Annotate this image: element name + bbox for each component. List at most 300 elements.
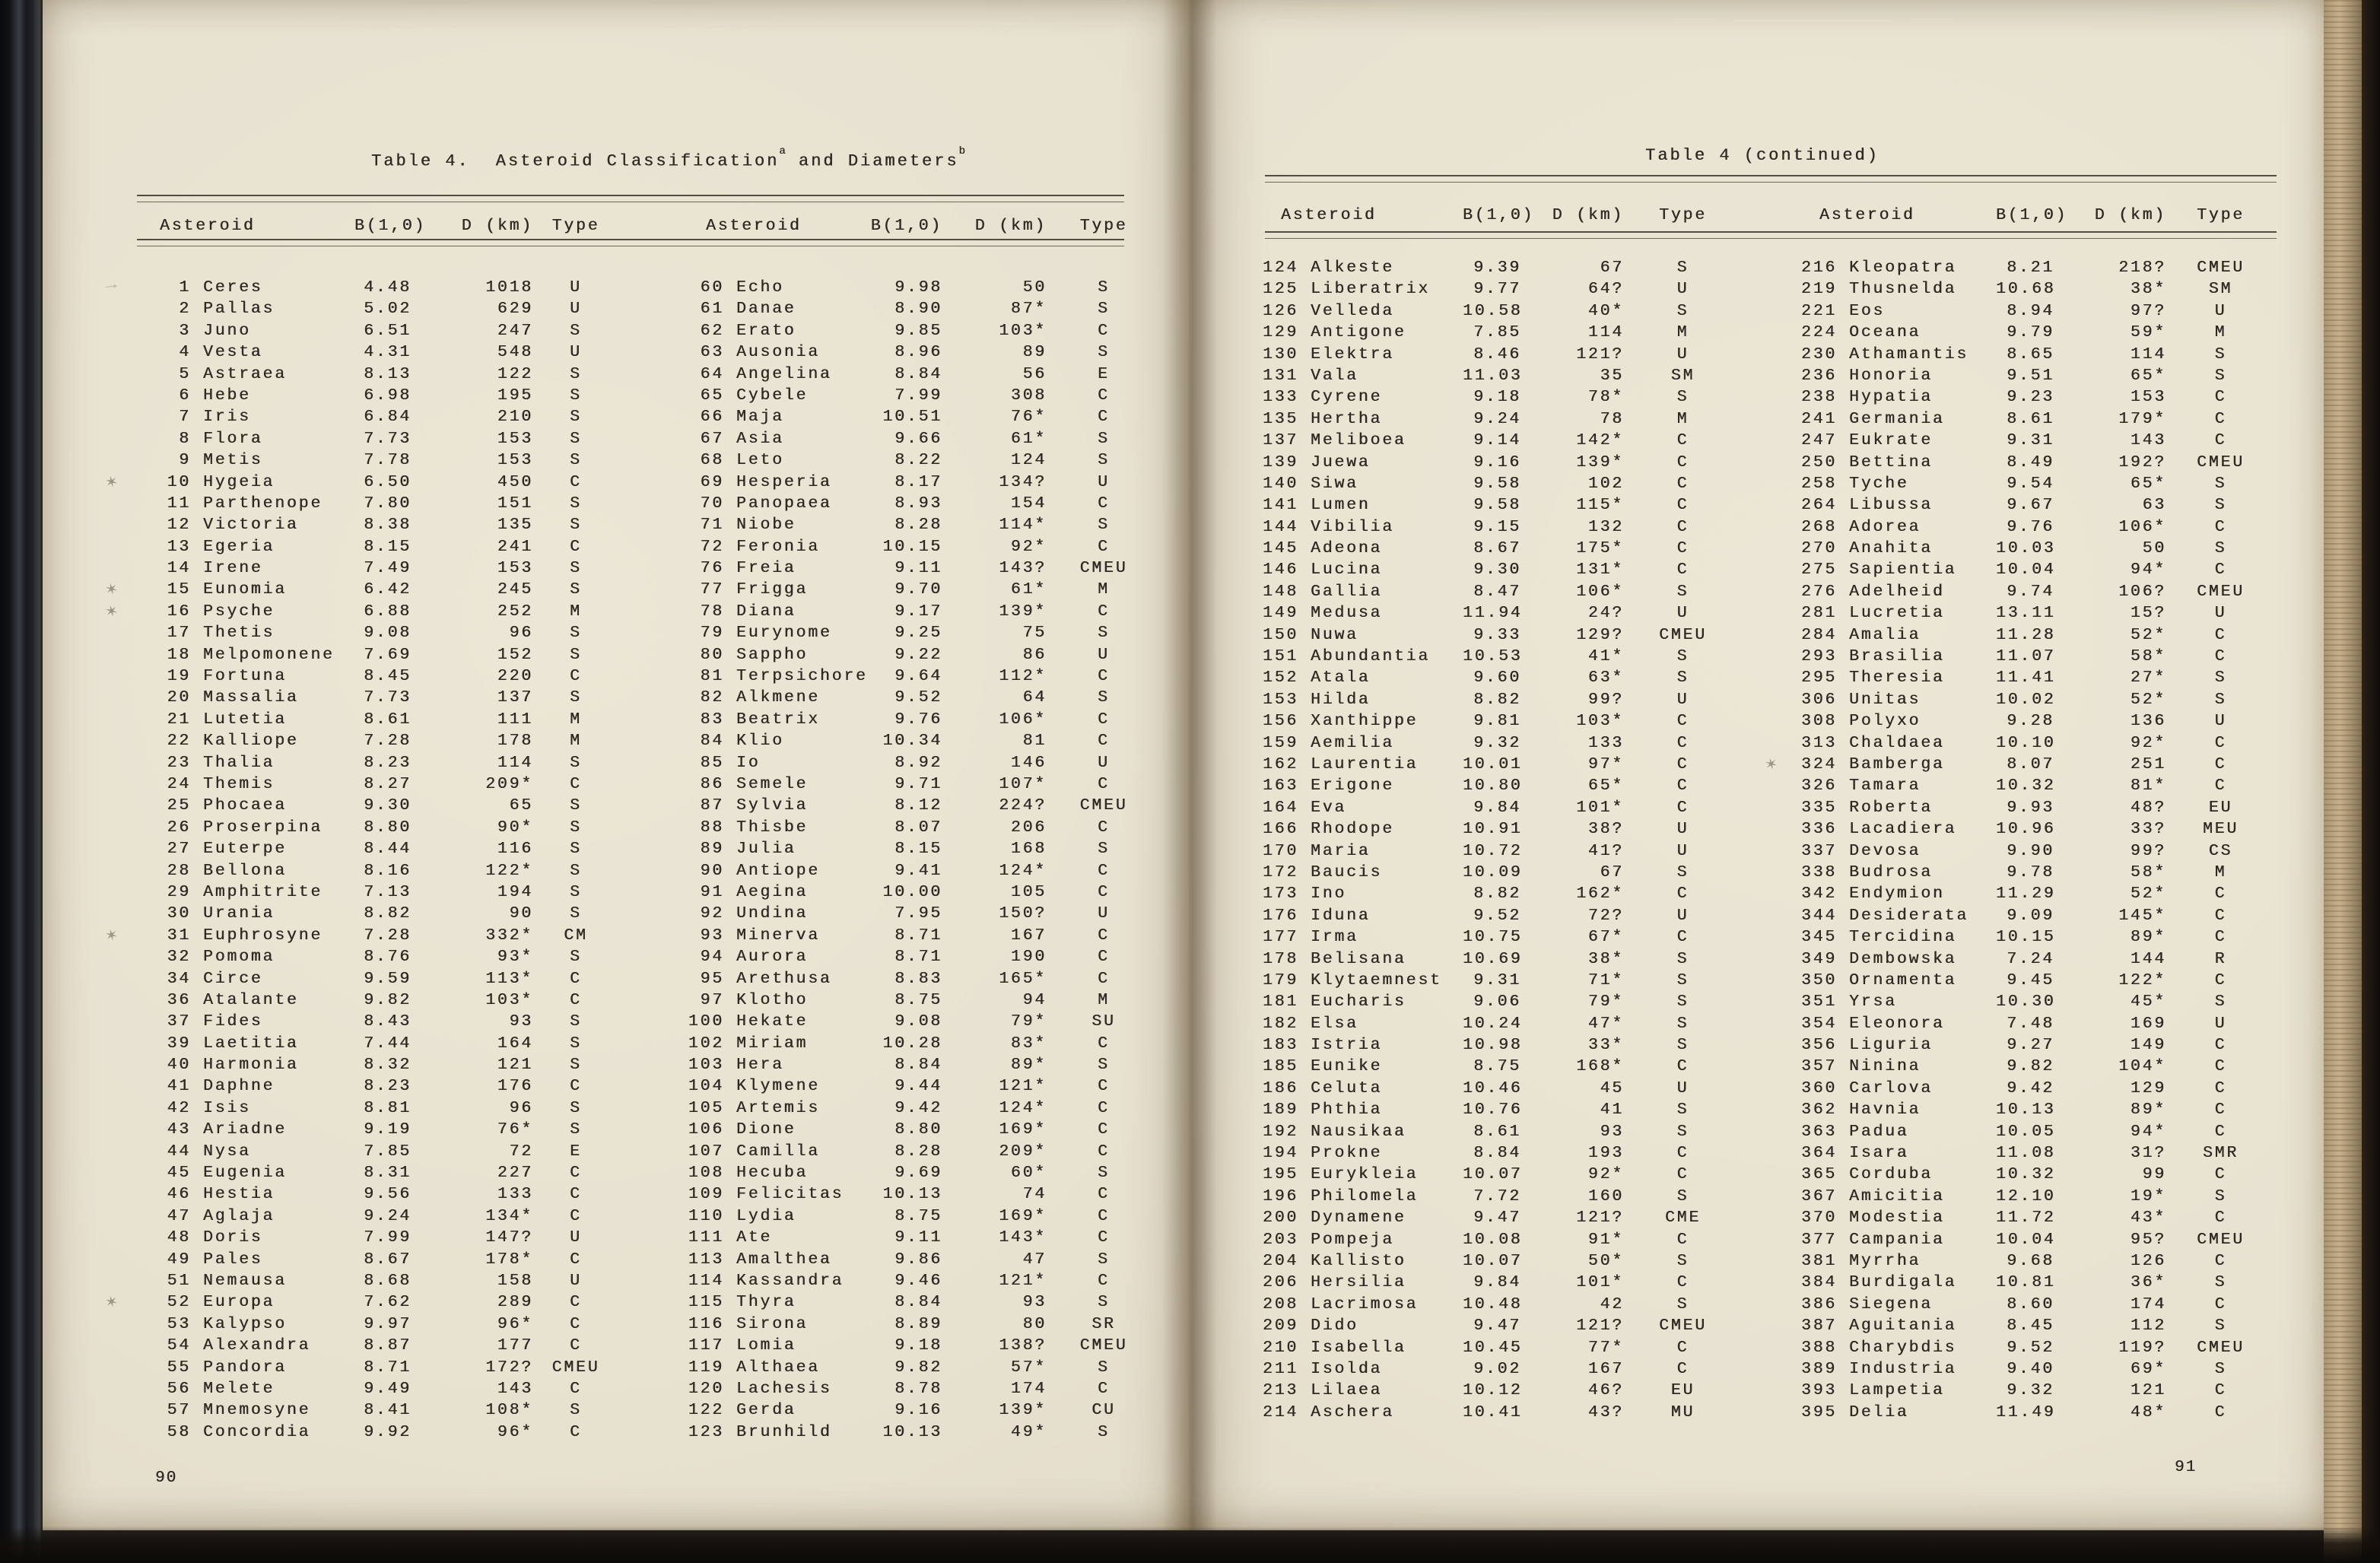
b10-value: 10.15 <box>882 537 942 556</box>
diameter-value: 169* <box>999 1206 1047 1225</box>
asteroid-name: Thalia <box>203 753 275 772</box>
diameter-value: 548 <box>497 343 533 362</box>
diameter-value: 224? <box>999 796 1047 815</box>
b10-value: 9.76 <box>2007 517 2054 536</box>
b10-value: 9.24 <box>1473 409 1521 428</box>
table-row <box>688 946 1161 967</box>
type-value: M <box>1676 323 1689 342</box>
type-value: CMEU <box>1659 1317 1707 1336</box>
asteroid-number: 209 <box>1263 1317 1299 1336</box>
b10-value: 8.71 <box>894 926 942 945</box>
table-row <box>1263 1099 1742 1120</box>
b10-value: 9.27 <box>2007 1036 2054 1055</box>
type-value: C <box>1098 494 1110 513</box>
table-row <box>141 990 618 1011</box>
type-value: S <box>1098 688 1110 707</box>
b10-value: 7.24 <box>2007 949 2054 968</box>
asteroid-number: 384 <box>1801 1273 1838 1292</box>
type-value: S <box>1676 1187 1689 1206</box>
b10-value: 9.86 <box>894 1250 942 1269</box>
header-bottom-rule <box>1265 231 2277 239</box>
asteroid-number: 153 <box>1263 690 1299 709</box>
asteroid-name: Anahita <box>1849 539 1933 558</box>
b10-value: 8.32 <box>364 1056 411 1075</box>
diameter-value: 93 <box>509 1012 533 1031</box>
asteroid-name: Modestia <box>1849 1209 1945 1228</box>
table-row <box>1263 905 1742 926</box>
diameter-value: 111 <box>497 710 533 729</box>
b10-value: 9.22 <box>894 645 942 664</box>
type-value: S <box>570 364 582 383</box>
table-row <box>688 450 1161 471</box>
type-value: U <box>1098 753 1110 772</box>
table-row <box>103 600 618 624</box>
asteroid-name: Daphne <box>203 1077 275 1096</box>
diameter-value: 49* <box>1010 1422 1047 1441</box>
type-value: M <box>1098 990 1110 1009</box>
type-value: C <box>1098 386 1110 405</box>
asteroid-number: 362 <box>1801 1101 1838 1120</box>
asteroid-name: Kassandra <box>736 1271 844 1290</box>
header-asteroid: Asteroid <box>1281 206 1377 224</box>
b10-value: 10.72 <box>1463 841 1523 860</box>
table-row <box>141 1422 618 1443</box>
b10-value: 10.51 <box>882 408 942 427</box>
asteroid-name: Aglaja <box>203 1206 275 1225</box>
diameter-value: 154 <box>1010 494 1047 513</box>
diameter-value: 241 <box>497 537 533 556</box>
type-value: CM <box>564 926 588 945</box>
asteroid-number: 163 <box>1263 777 1299 796</box>
asteroid-name: Europa <box>203 1293 275 1312</box>
table-row <box>141 817 618 838</box>
table-row <box>1263 732 1742 754</box>
b10-value: 9.16 <box>1473 453 1521 472</box>
asteroid-number: 24 <box>167 774 191 793</box>
diameter-value: 67 <box>1600 863 1624 882</box>
type-value: C <box>2214 1403 2227 1422</box>
table-row <box>1801 1207 2275 1228</box>
asteroid-number: 156 <box>1263 712 1299 731</box>
type-value: MU <box>1670 1403 1695 1422</box>
type-value: S <box>570 645 582 664</box>
type-value: S <box>570 624 582 643</box>
asteroid-name: Camilla <box>736 1142 820 1161</box>
type-value: U <box>2214 301 2227 320</box>
b10-value: 7.85 <box>364 1142 411 1161</box>
asteroid-name: Kallisto <box>1311 1251 1406 1270</box>
table-row <box>688 1314 1161 1335</box>
asteroid-number: 6 <box>179 386 191 405</box>
b10-value: 9.42 <box>2007 1079 2054 1098</box>
table-row <box>1801 948 2275 970</box>
b10-value: 9.23 <box>2007 388 2054 407</box>
diameter-value: 129? <box>1576 625 1624 644</box>
type-value: S <box>570 408 582 427</box>
asteroid-name: Hertha <box>1311 409 1383 428</box>
asteroid-number: 56 <box>167 1379 191 1398</box>
asteroid-number: 69 <box>700 472 724 491</box>
type-value: S <box>2214 496 2227 515</box>
asteroid-number: 238 <box>1801 388 1838 407</box>
asteroid-name: Concordia <box>203 1422 311 1441</box>
table-row <box>1263 948 1742 970</box>
type-value: S <box>1098 516 1110 535</box>
asteroid-number: 102 <box>688 1034 724 1053</box>
type-value: M <box>1098 580 1110 599</box>
diameter-value: 108* <box>485 1401 533 1420</box>
table-row <box>688 1206 1161 1227</box>
asteroid-number: 181 <box>1263 993 1299 1012</box>
b10-value: 7.78 <box>364 451 411 470</box>
asteroid-name: Juno <box>203 321 251 340</box>
diameter-value: 24? <box>1587 604 1624 623</box>
type-value: SU <box>1091 1012 1116 1031</box>
asteroid-number: 365 <box>1801 1165 1838 1184</box>
asteroid-name: Havnia <box>1849 1101 1921 1120</box>
diameter-value: 220 <box>497 667 533 686</box>
b10-value: 7.28 <box>364 732 411 751</box>
type-value: S <box>2214 345 2227 364</box>
type-value: SMR <box>2202 1144 2239 1163</box>
b10-value: 8.15 <box>364 537 411 556</box>
table-row <box>1801 516 2275 538</box>
asteroid-name: Althaea <box>736 1358 820 1377</box>
type-value: C <box>2214 777 2227 796</box>
asteroid-number: 55 <box>167 1358 191 1377</box>
header-d-km: D (km) <box>1552 206 1624 224</box>
asteroid-name: Metis <box>203 451 263 470</box>
table-row <box>141 1206 618 1227</box>
table-row <box>141 558 618 579</box>
diameter-value: 52* <box>2130 625 2166 644</box>
asteroid-number: 363 <box>1801 1122 1838 1141</box>
diameter-value: 160 <box>1587 1187 1624 1206</box>
asteroid-name: Lomia <box>736 1336 796 1355</box>
asteroid-number: 30 <box>167 904 191 923</box>
binding-gutter-shadow <box>1162 0 1217 1530</box>
asteroid-number: 345 <box>1801 928 1838 947</box>
type-value: S <box>570 1012 582 1031</box>
diameter-value: 56 <box>1022 364 1047 383</box>
type-value: C <box>1676 517 1689 536</box>
table-row <box>1263 1164 1742 1185</box>
type-value: S <box>1098 1293 1110 1312</box>
b10-value: 9.67 <box>2007 496 2054 515</box>
type-value: S <box>2214 474 2227 493</box>
asteroid-number: 90 <box>700 861 724 880</box>
b10-value: 9.39 <box>1473 259 1521 277</box>
asteroid-number: 109 <box>688 1185 724 1204</box>
b10-value: 8.75 <box>894 1206 942 1225</box>
type-value: C <box>570 537 582 556</box>
asteroid-number: 26 <box>167 818 191 837</box>
type-value: S <box>570 882 582 901</box>
table-row <box>141 860 618 882</box>
asteroid-name: Eunike <box>1311 1057 1383 1076</box>
asteroid-number: 164 <box>1263 798 1299 817</box>
type-value: C <box>1098 861 1110 880</box>
asteroid-name: Charybdis <box>1849 1338 1957 1357</box>
type-value: C <box>570 1077 582 1096</box>
type-value: S <box>1098 840 1110 859</box>
table-row <box>688 1270 1161 1291</box>
asteroid-number: 93 <box>700 926 724 945</box>
diameter-value: 106* <box>2118 517 2166 536</box>
table-row <box>688 903 1161 924</box>
asteroid-number: 275 <box>1801 561 1838 580</box>
asteroid-name: Thetis <box>203 624 275 643</box>
table-row <box>103 578 618 602</box>
type-value: C <box>1676 474 1689 493</box>
asteroid-name: Euphrosyne <box>203 926 323 945</box>
diameter-value: 162* <box>1576 885 1624 904</box>
table-row <box>688 1335 1161 1356</box>
diameter-value: 137 <box>497 688 533 707</box>
asteroid-table-column-3 <box>1263 206 1742 1423</box>
asteroid-number: 92 <box>700 904 724 923</box>
diameter-value: 45 <box>1600 1079 1624 1098</box>
table-row <box>1801 365 2275 386</box>
right-page-title: Table 4 (continued) <box>1645 146 1880 165</box>
asteroid-number: 94 <box>700 948 724 967</box>
diameter-value: 40* <box>1587 301 1624 320</box>
b10-value: 10.15 <box>1996 928 2056 947</box>
diameter-value: 65 <box>509 796 533 815</box>
table-row <box>1263 1034 1742 1056</box>
b10-value: 9.52 <box>894 688 942 707</box>
b10-value: 8.81 <box>364 1098 411 1117</box>
asteroid-number: 113 <box>688 1250 724 1269</box>
asteroid-number: 170 <box>1263 841 1299 860</box>
type-value: U <box>1676 841 1689 860</box>
asteroid-name: Siegena <box>1849 1295 1933 1314</box>
b10-value: 9.71 <box>894 774 942 793</box>
asteroid-number: 126 <box>1263 301 1299 320</box>
b10-value: 8.82 <box>364 904 411 923</box>
type-value: CME <box>1664 1209 1702 1228</box>
b10-value: 10.81 <box>1996 1273 2056 1292</box>
asteroid-number: 146 <box>1263 561 1299 580</box>
type-value: S <box>1676 1295 1689 1314</box>
type-value: S <box>570 753 582 772</box>
diameter-value: 139* <box>1576 453 1624 472</box>
b10-value: 10.96 <box>1996 820 2056 839</box>
table-row <box>141 320 618 342</box>
asteroid-name: Delia <box>1849 1403 1909 1422</box>
diameter-value: 76* <box>1010 408 1047 427</box>
asteroid-name: Io <box>736 753 761 772</box>
diameter-value: 94 <box>1022 990 1047 1009</box>
type-value: M <box>2214 863 2227 882</box>
b10-value: 10.13 <box>882 1185 942 1204</box>
type-value: S <box>1676 669 1689 688</box>
table-row <box>141 666 618 687</box>
b10-value: 8.49 <box>2007 453 2054 472</box>
pencil-mark-icon: ✶ <box>103 1291 122 1315</box>
b10-value: 7.73 <box>364 429 411 448</box>
asteroid-name: Hygeia <box>203 472 275 491</box>
asteroid-number: 349 <box>1801 949 1838 968</box>
asteroid-number: 64 <box>700 364 724 383</box>
b10-value: 8.78 <box>894 1379 942 1398</box>
type-value: C <box>1676 798 1689 817</box>
diameter-value: 143* <box>999 1228 1047 1247</box>
asteroid-number: 137 <box>1263 431 1299 450</box>
asteroid-name: Sirona <box>736 1314 809 1333</box>
diameter-value: 121* <box>999 1271 1047 1290</box>
type-value: C <box>1098 1034 1110 1053</box>
asteroid-number: 230 <box>1801 345 1838 364</box>
asteroid-name: Hersilia <box>1311 1273 1406 1292</box>
table-row <box>141 1119 618 1140</box>
asteroid-name: Dione <box>736 1120 796 1139</box>
asteroid-number: 141 <box>1263 496 1299 515</box>
table-row <box>1263 926 1742 948</box>
asteroid-name: Isolda <box>1311 1359 1383 1378</box>
asteroid-name: Amphitrite <box>203 882 323 901</box>
type-value: C <box>1098 1185 1110 1204</box>
type-value: C <box>1098 882 1110 901</box>
asteroid-table-column-2 <box>688 217 1161 1443</box>
table-row <box>1801 559 2275 580</box>
b10-value: 6.88 <box>364 602 411 621</box>
diameter-value: 38* <box>1587 949 1624 968</box>
table-row <box>1263 624 1742 646</box>
asteroid-number: 208 <box>1263 1295 1299 1314</box>
diameter-value: 72? <box>1587 906 1624 925</box>
asteroid-name: Klytaemnest <box>1311 971 1442 990</box>
b10-value: 8.65 <box>2007 345 2054 364</box>
asteroid-name: Klymene <box>736 1077 820 1096</box>
asteroid-name: Ornamenta <box>1849 971 1957 990</box>
asteroid-name: Lucretia <box>1849 604 1945 623</box>
b10-value: 7.13 <box>364 882 411 901</box>
table-row <box>688 320 1161 342</box>
diameter-value: 142* <box>1576 431 1624 450</box>
asteroid-name: Eucharis <box>1311 993 1406 1012</box>
table-row <box>688 472 1161 493</box>
table-row <box>141 1249 618 1270</box>
type-value: C <box>570 990 582 1009</box>
diameter-value: 168* <box>1576 1057 1624 1076</box>
asteroid-name: Eos <box>1849 301 1886 320</box>
diameter-value: 129 <box>2130 1079 2166 1098</box>
diameter-value: 94* <box>2130 1122 2166 1141</box>
table-row <box>688 730 1161 751</box>
diameter-value: 151 <box>497 494 533 513</box>
table-row <box>1263 1402 1742 1423</box>
asteroid-number: 8 <box>179 429 191 448</box>
asteroid-name: Juewa <box>1311 453 1371 472</box>
table-row <box>141 1378 618 1399</box>
type-value: C <box>1098 818 1110 837</box>
type-value: C <box>1676 1359 1689 1378</box>
asteroid-name: Lydia <box>736 1206 796 1225</box>
asteroid-name: Libussa <box>1849 496 1933 515</box>
asteroid-number: 19 <box>167 667 191 686</box>
asteroid-number: 82 <box>700 688 724 707</box>
type-value: C <box>2214 1057 2227 1076</box>
asteroid-number: 122 <box>688 1401 724 1420</box>
type-value: C <box>2214 561 2227 580</box>
asteroid-name: Liberatrix <box>1311 280 1431 299</box>
table-row <box>141 774 618 795</box>
table-row <box>688 1227 1161 1248</box>
type-value: S <box>570 861 582 880</box>
diameter-value: 104* <box>2118 1057 2166 1076</box>
diameter-value: 174 <box>1010 1379 1047 1398</box>
b10-value: 11.07 <box>1996 647 2056 666</box>
diameter-value: 103* <box>1576 712 1624 731</box>
asteroid-number: 16 ✶ <box>103 600 191 624</box>
diameter-value: 174 <box>2130 1295 2166 1314</box>
asteroid-number: 103 <box>688 1056 724 1075</box>
b10-value: 8.12 <box>894 796 942 815</box>
asteroid-name: Laetitia <box>203 1034 299 1053</box>
table-row <box>688 644 1161 666</box>
b10-value: 9.69 <box>894 1164 942 1183</box>
diameter-value: 35 <box>1600 366 1624 385</box>
diameter-value: 45* <box>2130 993 2166 1012</box>
table-row <box>1801 818 2275 840</box>
asteroid-number: 89 <box>700 840 724 859</box>
b10-value: 9.90 <box>2007 841 2054 860</box>
b10-value: 10.32 <box>1996 777 2056 796</box>
table-row <box>141 364 618 385</box>
diameter-value: 69* <box>2130 1359 2166 1378</box>
asteroid-number: 250 <box>1801 453 1838 472</box>
asteroid-name: Frigga <box>736 580 809 599</box>
table-row <box>1801 408 2275 430</box>
table-row <box>688 406 1161 427</box>
type-value: S <box>2214 1317 2227 1336</box>
table-row <box>1801 602 2275 624</box>
table-row <box>1263 1272 1742 1293</box>
type-value: CS <box>2208 841 2233 860</box>
table-row <box>688 817 1161 838</box>
asteroid-name: Massalia <box>203 688 299 707</box>
asteroid-number: 49 <box>167 1250 191 1269</box>
b10-value: 9.78 <box>2007 863 2054 882</box>
asteroid-number: 100 <box>688 1012 724 1031</box>
b10-value: 10.34 <box>882 732 942 751</box>
b10-value: 7.99 <box>364 1228 411 1247</box>
type-value: S <box>570 386 582 405</box>
asteroid-number: 381 <box>1801 1251 1838 1270</box>
b10-value: 8.22 <box>894 451 942 470</box>
asteroid-name: Elektra <box>1311 345 1394 364</box>
type-value: S <box>570 1120 582 1139</box>
b10-value: 4.31 <box>364 343 411 362</box>
diameter-value: 41? <box>1587 841 1624 860</box>
table-row <box>141 795 618 816</box>
table-row <box>688 579 1161 600</box>
b10-value: 8.44 <box>364 840 411 859</box>
asteroid-name: Aegina <box>736 882 809 901</box>
diameter-value: 89* <box>2130 928 2166 947</box>
asteroid-number: 173 <box>1263 885 1299 904</box>
asteroid-name: Danae <box>736 300 796 319</box>
asteroid-name: Hilda <box>1311 690 1371 709</box>
table-row <box>1801 732 2275 754</box>
diameter-value: 64 <box>1022 688 1047 707</box>
b10-value: 9.51 <box>2007 366 2054 385</box>
table-row <box>1263 1186 1742 1207</box>
type-value: U <box>1098 645 1110 664</box>
asteroid-number: 185 <box>1263 1057 1299 1076</box>
table-row <box>688 1075 1161 1097</box>
